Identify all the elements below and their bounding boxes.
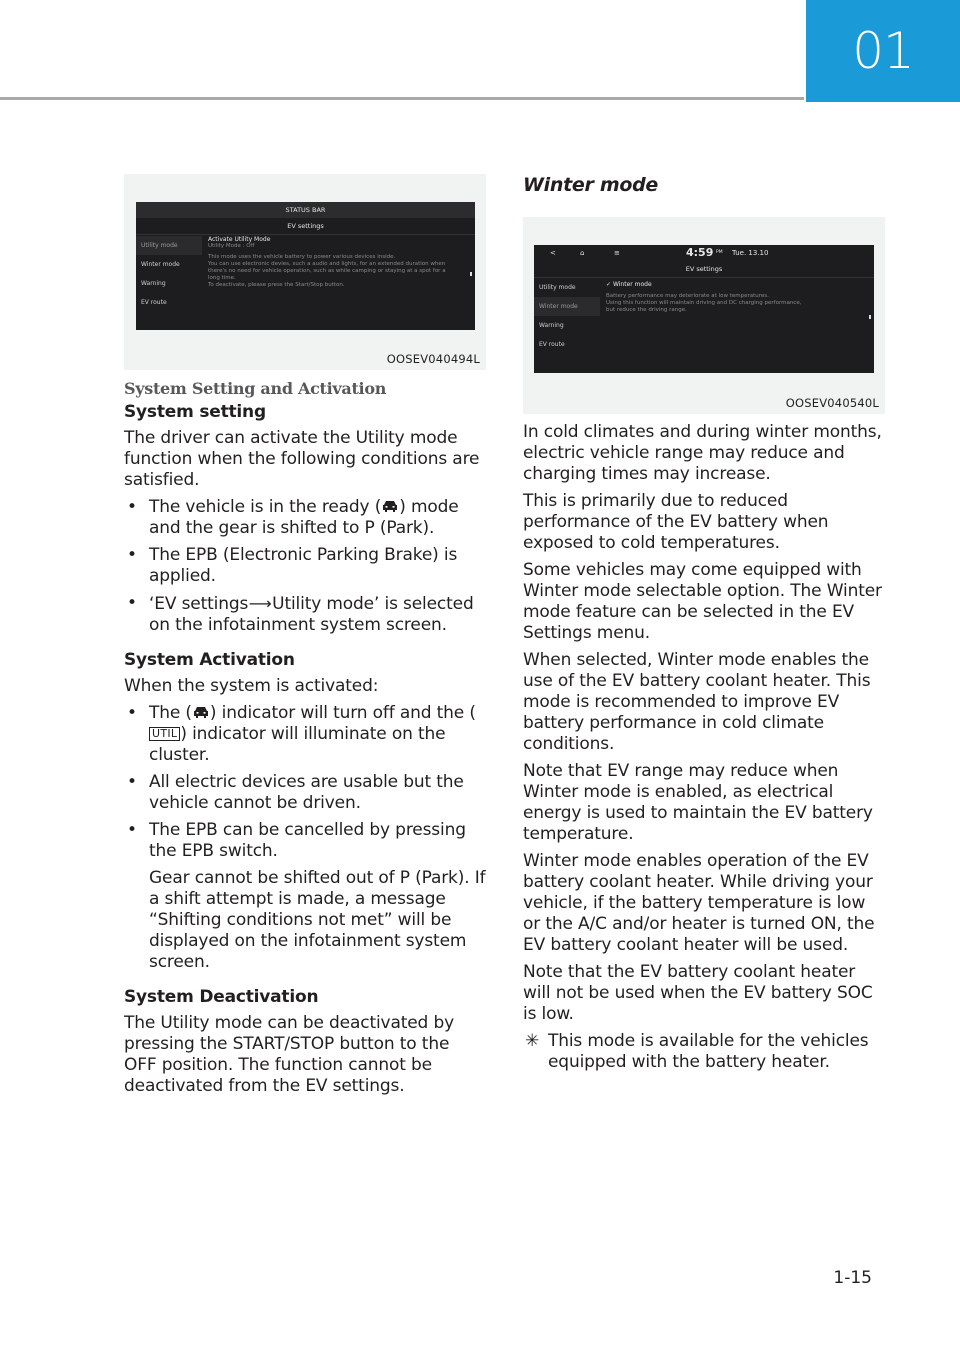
infotainment-screen xyxy=(136,202,475,330)
utility-mode-figure xyxy=(124,174,486,370)
figure-caption: OOSEV040540L xyxy=(785,396,879,410)
screen-menu xyxy=(534,278,600,354)
infotainment-screen xyxy=(534,245,874,373)
menu-item-ev-route[interactable]: EV route xyxy=(539,341,565,348)
section-title: System Setting and Activation xyxy=(124,379,387,398)
winter-mode-option[interactable]: ✓ Winter mode xyxy=(606,281,652,288)
scroll-indicator[interactable] xyxy=(869,315,871,319)
menu-item-winter-mode[interactable]: Winter mode xyxy=(534,297,600,316)
right-column xyxy=(523,174,885,1073)
screen-title: EV settings xyxy=(136,218,475,235)
winter-mode-title: Winter mode xyxy=(523,174,658,196)
paragraph: Winter mode enables operation of the EV battery coolant heater. While driving your vehicle, if the battery temperature is low or the A/C and/or heater is turned ON, the EV battery coolant heater will be used. xyxy=(523,851,875,955)
activation-note: Gear cannot be shifted out of P (Park). If a shift attempt is made, a message “Shifting conditions not met” will be displayed on the infotainment system screen. xyxy=(149,868,486,972)
system-activation-heading: System Activation xyxy=(124,650,295,670)
detail-line: there's no need for vehicle operation, such as while camping or staying at a spot for a xyxy=(208,268,446,274)
left-column xyxy=(124,174,486,1097)
screen-status-bar: STATUS BAR xyxy=(136,202,475,218)
screen-detail xyxy=(606,281,864,314)
detail-line: Battery performance may deteriorate at low temperatures. xyxy=(606,293,769,299)
detail-line: To deactivate, please press the Start/Stop button. xyxy=(208,282,345,288)
system-setting-heading: System setting xyxy=(124,402,266,422)
screen-title: EV settings xyxy=(534,261,874,278)
figure-caption: OOSEV040494L xyxy=(386,352,480,366)
system-deactivation-heading: System Deactivation xyxy=(124,987,319,1007)
back-icon[interactable]: < xyxy=(550,249,556,257)
page-number: 1-15 xyxy=(833,1268,872,1288)
paragraph: In cold climates and during winter months, electric vehicle range may reduce and charging times may increase. xyxy=(523,422,882,484)
detail-line: Using this function will maintain driving and DC charging performance, xyxy=(606,300,802,306)
system-setting-list xyxy=(124,497,486,636)
menu-item-winter-mode[interactable]: Winter mode xyxy=(141,261,180,268)
clock-ampm: PM xyxy=(716,250,723,255)
scroll-indicator[interactable] xyxy=(470,272,472,276)
paragraph: When selected, Winter mode enables the use of the EV battery coolant heater. This mode is recommended to improve EV battery performance in cold climate conditions. xyxy=(523,650,871,754)
screen-top-bar xyxy=(534,245,874,261)
screen-detail xyxy=(208,236,465,289)
menu-icon[interactable]: ≡ xyxy=(614,249,620,257)
detail-line: This mode uses the vehicle battery to power various devices inside. xyxy=(208,254,396,260)
paragraph: Note that EV range may reduce when Winter mode is enabled, as electrical energy is used to maintain the EV battery temperature. xyxy=(523,761,873,844)
list-item: • The EPB can be cancelled by pressing the EPB switch. xyxy=(127,820,466,861)
list-item: • The ( ) indicator will turn off and the (UTIL ) indicator will illuminate on the cluster. xyxy=(127,703,476,765)
system-deactivation-text: The Utility mode can be deactivated by pressing the START/STOP button to the OFF position. The function cannot be deactivated from the EV settings. xyxy=(124,1013,454,1096)
battery-heater-note: ✳ This mode is available for the vehicles equipped with the battery heater. xyxy=(525,1031,869,1072)
winter-mode-figure xyxy=(523,217,885,414)
clock-date: Tue. 13.10 xyxy=(732,249,769,257)
paragraph: This is primarily due to reduced performance of the EV battery when exposed to cold temperatures. xyxy=(523,491,829,553)
header-rule xyxy=(0,97,804,100)
asterisk-icon: ✳ xyxy=(525,1031,540,1051)
screen-menu xyxy=(136,236,202,312)
list-item: • The EPB (Electronic Parking Brake) is applied. xyxy=(127,545,458,586)
detail-title[interactable]: Activate Utility Mode xyxy=(208,236,271,243)
home-icon[interactable]: ⌂ xyxy=(580,249,585,257)
menu-item-ev-route[interactable]: EV route xyxy=(141,299,167,306)
system-setting-intro: The driver can activate the Utility mode function when the following conditions are satisfied. xyxy=(124,428,480,490)
detail-line: long time. xyxy=(208,275,236,281)
paragraph: Note that the EV battery coolant heater will not be used when the EV battery SOC is low. xyxy=(523,962,873,1024)
checkmark-icon: ✓ xyxy=(606,281,612,288)
list-item: • All electric devices are usable but the vehicle cannot be driven. xyxy=(127,772,464,813)
clock-time: 4:59 xyxy=(686,246,714,259)
menu-item-utility-mode[interactable]: Utility mode xyxy=(136,236,202,255)
util-indicator-icon: UTIL xyxy=(149,727,180,741)
menu-item-warning[interactable]: Warning xyxy=(539,322,564,329)
system-activation-intro: When the system is activated: xyxy=(124,676,379,696)
arrow-icon: ⟶ xyxy=(248,594,272,613)
detail-line: You can use electronic devies, such a audio and lights, for an extended duration when xyxy=(208,261,446,267)
paragraph: Some vehicles may come equipped with Winter mode selectable option. The Winter mode feature can be selected in the EV Settings menu. xyxy=(523,560,882,643)
menu-item-warning[interactable]: Warning xyxy=(141,280,166,287)
detail-status: Utility Mode : Off xyxy=(208,243,255,249)
ready-mode-icon xyxy=(192,706,210,720)
list-item: • ‘EV settings⟶Utility mode’ is selected on the infotainment system screen. xyxy=(127,593,474,635)
menu-item-utility-mode[interactable]: Utility mode xyxy=(539,284,576,291)
detail-line: but reduce the driving range. xyxy=(606,307,687,313)
chapter-tab: 01 xyxy=(806,0,960,102)
system-activation-list xyxy=(124,703,486,862)
list-item: • The vehicle is in the ready ( ) mode and the gear is shifted to P (Park). xyxy=(127,497,459,538)
ready-mode-icon xyxy=(381,500,399,514)
